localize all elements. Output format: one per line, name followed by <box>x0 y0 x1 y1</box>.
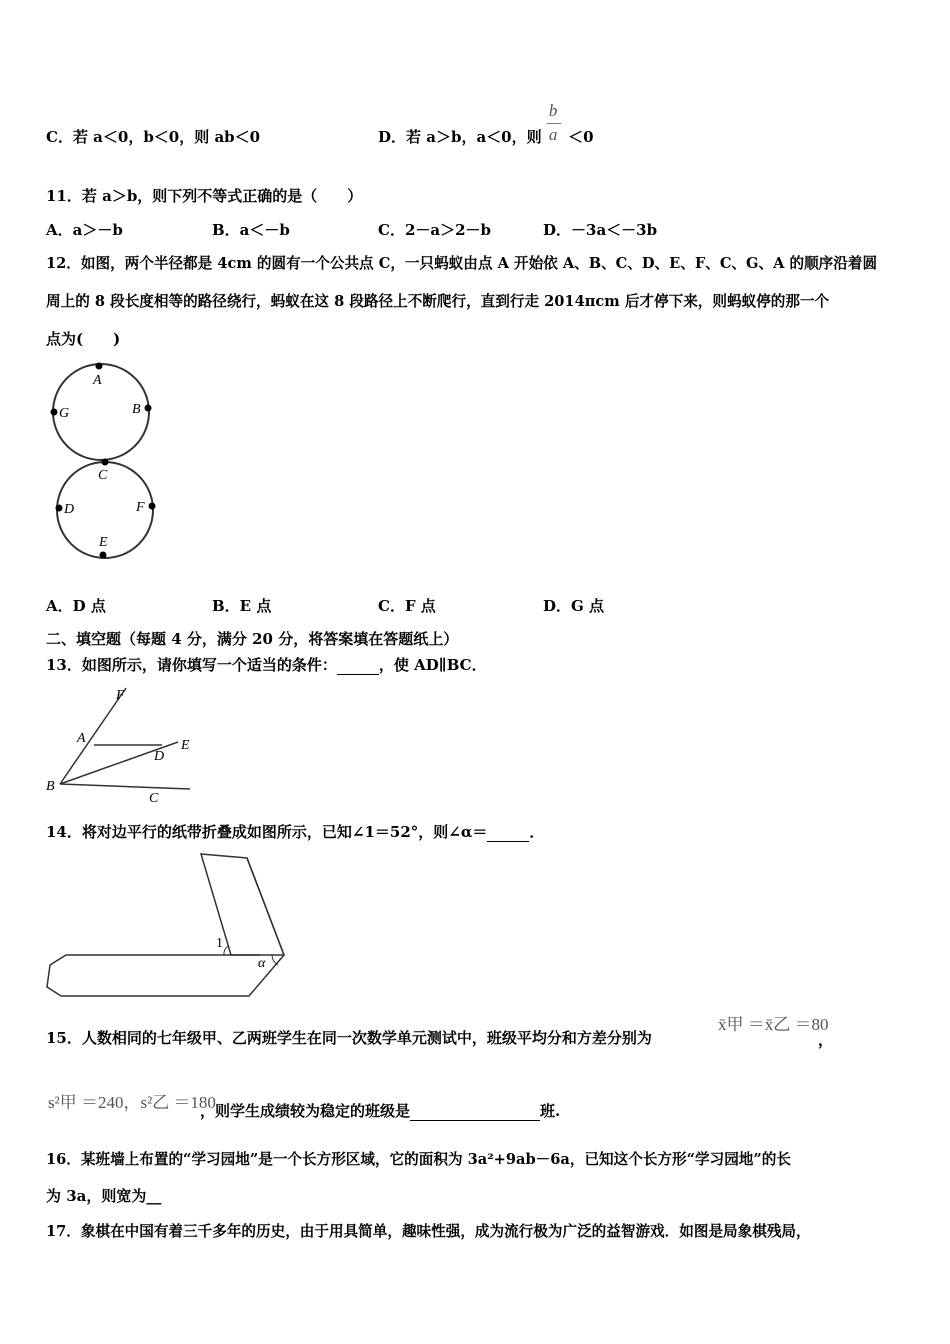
label-f: F <box>116 688 125 703</box>
label-a: A <box>77 731 86 746</box>
q10-option-d-suffix: ＜0 <box>568 128 594 146</box>
q11-stem: 11．若 a＞b，则下列不等式正确的是（ ） <box>46 187 363 205</box>
q12-stem-line2: 周上的 8 段长度相等的路径绕行，蚂蚁在这 8 段路径上不断爬行，直到行走 2014πcm 后才停下来，则蚂蚁停的那一个 <box>46 293 830 310</box>
q10-option-d-fraction <box>547 101 563 147</box>
q12-option-b: B．E 点 <box>212 597 272 615</box>
angle-1-arc <box>224 946 228 955</box>
q12-stem-line3: 点为( ) <box>46 330 121 348</box>
q15-stem2-prefix: ，则学生成绩较为稳定的班级是 <box>200 1102 411 1120</box>
fraction-numerator: b <box>548 101 558 120</box>
q16-stem-line1: 16．某班墙上布置的“学习园地”是一个长方形区域，它的面积为 3a²+9ab－6a，已知这个长方形“学习园地”的长 <box>46 1151 791 1168</box>
line-bc <box>60 784 190 789</box>
strip-edge <box>247 858 284 955</box>
q12-stem-line1: 12．如图，两个半径都是 4cm 的圆有一个公共点 C，一只蚂蚁由点 A 开始依 A、B、C、D、E、F、C、G、A 的顺序沿着圆 <box>46 255 878 272</box>
q14-stem-prefix: 14．将对边平行的纸带折叠成如图所示，已知∠1＝52°，则∠α＝ <box>46 823 488 841</box>
label-d: D <box>154 749 165 764</box>
label-f: F <box>136 500 145 515</box>
point-g <box>51 409 58 416</box>
label-e: E <box>181 738 190 753</box>
point-f <box>149 503 156 510</box>
label-b: B <box>132 402 141 417</box>
q11-option-a: A．a＞－b <box>46 221 123 239</box>
label-d: D <box>64 502 75 517</box>
label-angle-alpha: α <box>258 956 266 971</box>
q14-stem-suffix: ． <box>529 823 545 841</box>
label-angle-1: 1 <box>216 936 223 951</box>
label-b: B <box>46 779 55 794</box>
strip-left-part <box>47 955 284 996</box>
q15-stem-text: 15．人数相同的七年级甲、乙两班学生在同一次数学单元测试中，班级平均分和方差分别为 <box>46 1029 652 1047</box>
fraction-denominator: a <box>548 125 558 144</box>
q15-variance-formula: s²甲 ＝240，s²乙 ＝180 <box>48 1093 216 1112</box>
q15-answer-blank[interactable] <box>410 1104 540 1121</box>
label-c: C <box>149 791 159 804</box>
q17-stem-line1: 17．象棋在中国有着三千多年的历史，由于用具简单，趣味性强，成为流行极为广泛的益智游戏．如图是局象棋残局， <box>46 1223 811 1240</box>
q10-option-d <box>378 101 594 147</box>
q12-two-circles-figure <box>45 362 165 587</box>
label-g: G <box>59 406 70 421</box>
point-b <box>145 405 152 412</box>
q15-comma: ， <box>818 1031 834 1049</box>
point-d <box>56 505 63 512</box>
q11-option-c: C．2－a＞2－b <box>378 221 492 239</box>
q14-stem <box>46 822 544 842</box>
label-a: A <box>93 373 102 388</box>
q15-mean-formula: x̄甲 ＝x̄乙 ＝80 <box>718 1015 829 1034</box>
q10-option-d-prefix: D．若 a＞b，a＜0，则 <box>378 128 542 146</box>
fraction-bar <box>547 123 561 124</box>
q13-answer-blank[interactable] <box>337 658 379 675</box>
q13-parallel-lines-figure <box>44 682 194 804</box>
section-heading: 二、填空题（每题 4 分，满分 20 分，将答案填在答题纸上） <box>46 630 459 648</box>
q15-stem-line2 <box>200 1101 560 1121</box>
q14-folded-strip-figure <box>44 848 304 1008</box>
q11-option-d: D．－3a＜－3b <box>543 221 658 239</box>
q12-option-a: A．D 点 <box>46 597 106 615</box>
q15-stem <box>46 1028 652 1048</box>
q14-answer-blank[interactable] <box>487 825 529 842</box>
point-c <box>102 459 109 466</box>
q15-stem2-suffix: 班. <box>540 1102 561 1120</box>
strip-folded-part <box>201 854 284 955</box>
q16-stem-line2: 为 3a，则宽为__ <box>46 1187 162 1205</box>
q10-option-c: C．若 a＜0，b＜0，则 ab＜0 <box>46 128 261 146</box>
q13-stem <box>46 655 487 675</box>
label-c: C <box>98 468 108 483</box>
q12-option-c: C．F 点 <box>378 597 436 615</box>
point-a <box>96 363 103 370</box>
q11-option-b: B．a＜－b <box>212 221 290 239</box>
q13-stem-prefix: 13．如图所示，请你填写一个适当的条件： <box>46 656 337 674</box>
q12-option-d: D．G 点 <box>543 597 605 615</box>
q13-stem-suffix: ，使 AD∥BC． <box>378 656 487 674</box>
point-e <box>100 552 107 559</box>
label-e: E <box>99 535 108 550</box>
